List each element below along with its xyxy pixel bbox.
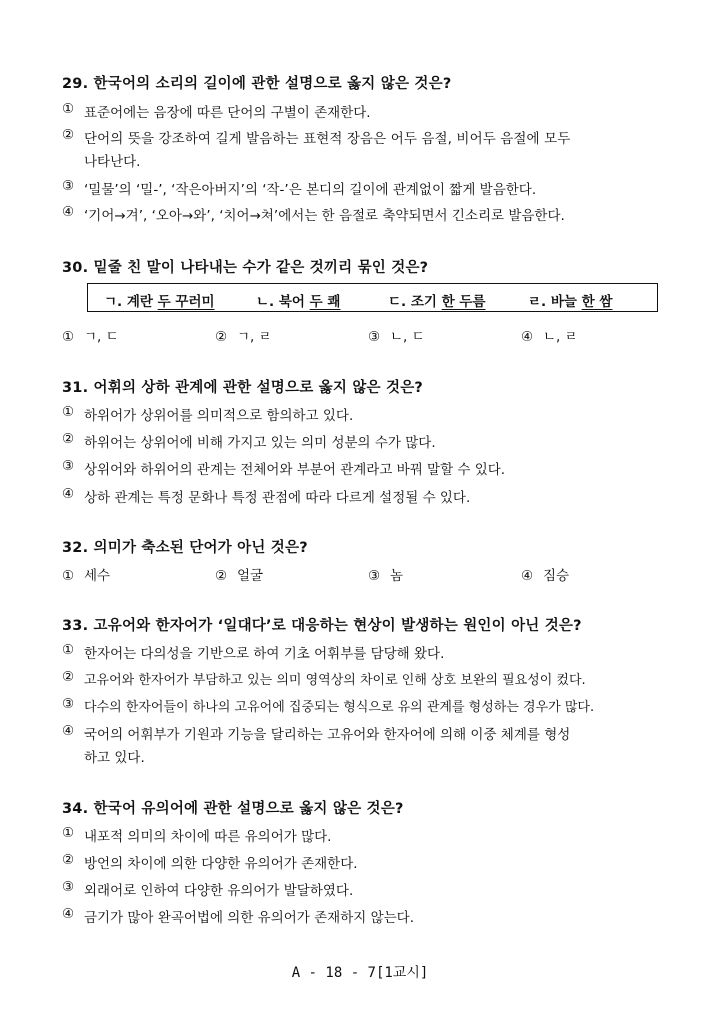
option-text: 표준어에는 음장에 따른 단어의 구별이 존재한다. <box>84 105 371 121</box>
example-underlined: 한 두름 <box>441 294 486 310</box>
q33-option-3 <box>62 696 594 715</box>
example-prefix: ㄱ. 계란 <box>104 294 158 310</box>
q31-option-1 <box>62 404 353 424</box>
option-text: 상하 관계는 특정 문화나 특정 관점에 따라 다르게 설정될 수 있다. <box>84 490 471 506</box>
option-number: ② <box>62 669 75 685</box>
example-prefix: ㄴ. 북어 <box>256 294 310 310</box>
q30-option-3 <box>368 325 425 345</box>
option-number: ④ <box>62 486 75 502</box>
example-item-b <box>256 290 340 310</box>
example-item-c <box>388 290 485 310</box>
option-number: ① <box>62 329 75 345</box>
example-item-a <box>104 290 215 310</box>
option-number: ① <box>62 825 75 841</box>
question-33-title: 33. 고유어와 한자어가 ‘일대다’로 대응하는 현상이 발생하는 원인이 아닌 것은? <box>62 618 582 634</box>
q29-option-1 <box>62 101 371 121</box>
option-text: 놈 <box>390 568 404 584</box>
q29-option-2 <box>62 127 570 147</box>
option-number: ③ <box>368 329 381 345</box>
q33-option-1 <box>62 642 444 662</box>
q34-option-1 <box>62 825 331 845</box>
question-34-title: 34. 한국어 유의어에 관한 설명으로 옳지 않은 것은? <box>62 801 404 817</box>
option-text: 상위어와 하위어의 관계는 전체어와 부분어 관계라고 바꿔 말할 수 있다. <box>84 462 506 478</box>
q31-option-3 <box>62 458 505 478</box>
option-number: ① <box>62 101 75 117</box>
option-text: 방언의 차이에 의한 다양한 유의어가 존재한다. <box>84 856 358 872</box>
option-number: ③ <box>62 879 75 895</box>
option-text: 세수 <box>84 568 111 584</box>
option-text: 다수의 한자어들이 하나의 고유어에 집중되는 형식으로 유의 관계를 형성하는 경우가 많다. <box>84 700 595 715</box>
option-number: ① <box>62 568 75 584</box>
option-number: ② <box>62 127 75 143</box>
option-text: ㄴ, ㄹ <box>543 329 578 345</box>
q33-option-4-continuation: 하고 있다. <box>84 750 145 766</box>
question-31-title: 31. 어휘의 상하 관계에 관한 설명으로 옳지 않은 것은? <box>62 380 424 396</box>
q29-option-4 <box>62 204 565 224</box>
option-number: ③ <box>62 696 75 712</box>
option-number: ③ <box>62 458 75 474</box>
page-footer: A - 18 - 7[1교시] <box>291 965 429 981</box>
option-text: ‘밀물’의 ‘밀-’, ‘작은아버지’의 ‘작-’은 본디의 길이에 관계없이 짧게 발음한다. <box>84 182 537 198</box>
option-text: 얼굴 <box>237 568 264 584</box>
example-prefix: ㄹ. 바늘 <box>528 294 582 310</box>
option-text: ㄴ, ㄷ <box>390 329 425 345</box>
q32-option-4 <box>521 564 569 584</box>
q33-option-2 <box>62 669 586 688</box>
option-number: ① <box>62 404 75 420</box>
q30-option-1 <box>62 325 119 345</box>
option-number: ② <box>62 852 75 868</box>
option-number: ④ <box>62 723 75 739</box>
option-number: ② <box>62 431 75 447</box>
option-text: 내포적 의미의 차이에 따른 유의어가 많다. <box>84 829 332 845</box>
option-number: ② <box>215 329 228 345</box>
q31-option-2 <box>62 431 436 451</box>
option-text: 단어의 뜻을 강조하여 길게 발음하는 표현적 장음은 어두 음절, 비어두 음절에 모두 <box>84 131 571 147</box>
question-30-title: 30. 밑줄 친 말이 나타내는 수가 같은 것끼리 묶인 것은? <box>62 260 429 276</box>
q29-option-3 <box>62 178 536 198</box>
q32-option-3 <box>368 564 403 584</box>
option-text: 금기가 많아 완곡어법에 의한 유의어가 존재하지 않는다. <box>84 910 414 926</box>
q30-option-4 <box>521 325 578 345</box>
option-number: ② <box>215 568 228 584</box>
q34-option-2 <box>62 852 358 872</box>
q33-option-4 <box>62 723 570 743</box>
example-item-d <box>528 290 612 310</box>
option-number: ④ <box>521 329 534 345</box>
q32-option-1 <box>62 564 110 584</box>
option-text: ㄱ, ㄹ <box>237 329 272 345</box>
option-text: 국어의 어휘부가 기원과 기능을 달리하는 고유어와 한자어에 의해 이중 체계를 형성 <box>84 727 571 743</box>
option-number: ③ <box>368 568 381 584</box>
q34-option-3 <box>62 879 353 899</box>
option-text: ‘기어→겨’, ‘오아→와’, ‘치어→쳐’에서는 한 음절로 축약되면서 긴소리로 발음한다. <box>84 208 565 224</box>
option-text: 짐승 <box>543 568 570 584</box>
option-number: ③ <box>62 178 75 194</box>
option-number: ④ <box>521 568 534 584</box>
option-text: 고유어와 한자어가 부담하고 있는 의미 영역상의 차이로 인해 상호 보완의 필요성이 컸다. <box>84 673 586 688</box>
q30-option-2 <box>215 325 272 345</box>
q32-option-2 <box>215 564 263 584</box>
q29-option-2-continuation: 나타난다. <box>84 154 141 170</box>
example-underlined: 두 꾸러미 <box>157 294 215 310</box>
option-number: ④ <box>62 204 75 220</box>
example-prefix: ㄷ. 조기 <box>388 294 442 310</box>
example-underlined: 한 쌈 <box>581 294 613 310</box>
example-box <box>87 283 658 312</box>
option-text: 외래어로 인하여 다양한 유의어가 발달하였다. <box>84 883 354 899</box>
question-32-title: 32. 의미가 축소된 단어가 아닌 것은? <box>62 540 308 556</box>
option-text: ㄱ, ㄷ <box>84 329 119 345</box>
q34-option-4 <box>62 906 414 926</box>
option-number: ① <box>62 642 75 658</box>
option-text: 한자어는 다의성을 기반으로 하여 기초 어휘부를 담당해 왔다. <box>84 646 445 662</box>
option-number: ④ <box>62 906 75 922</box>
option-text: 하위어가 상위어를 의미적으로 함의하고 있다. <box>84 408 354 424</box>
option-text: 하위어는 상위어에 비해 가지고 있는 의미 성분의 수가 많다. <box>84 435 436 451</box>
question-29-title: 29. 한국어의 소리의 길이에 관한 설명으로 옳지 않은 것은? <box>62 76 452 92</box>
q31-option-4 <box>62 486 470 506</box>
example-underlined: 두 쾌 <box>309 294 341 310</box>
